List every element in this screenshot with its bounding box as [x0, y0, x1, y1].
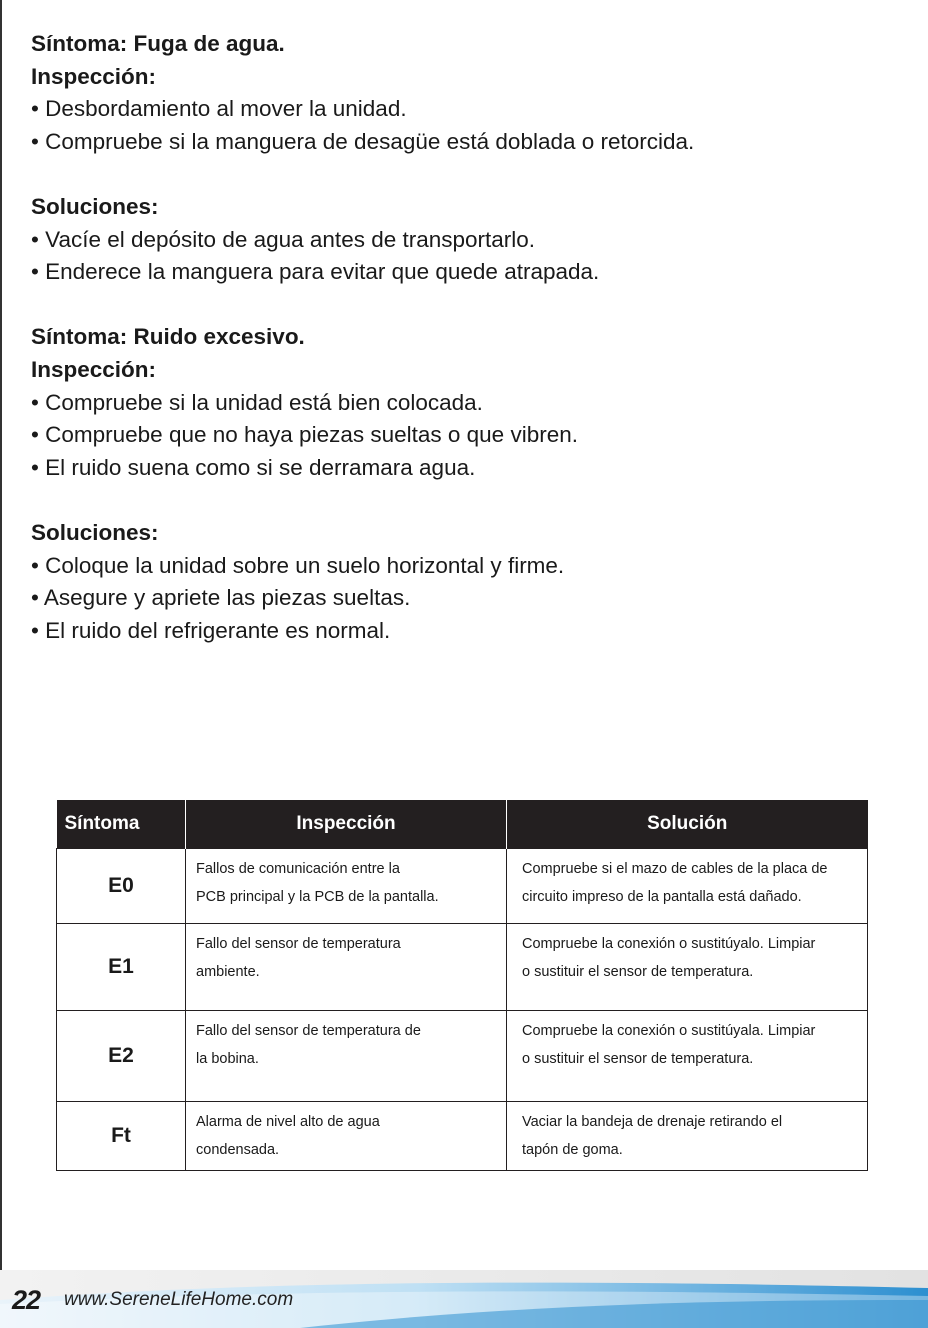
leak-solution-item: • Vacíe el depósito de agua antes de transportarlo.	[31, 226, 536, 252]
leak-symptom-title: Síntoma: Fuga de agua.	[31, 31, 285, 56]
header-solution: Solución	[507, 800, 868, 849]
inspection-cell	[186, 849, 507, 924]
noise-inspection-label: Inspección:	[31, 356, 157, 382]
table-row	[57, 1102, 868, 1171]
header-symptom: Síntoma	[57, 800, 186, 849]
noise-inspection-item: • El ruido suena como si se derramara agua.	[31, 454, 476, 480]
inspection-cell	[186, 1011, 507, 1102]
error-code: E1	[57, 924, 186, 1011]
leak-inspection-item: • Desbordamiento al mover la unidad.	[31, 96, 407, 122]
leak-inspection-item: • Compruebe si la manguera de desagüe está doblada o retorcida.	[31, 128, 695, 154]
troubleshooting-text	[31, 28, 891, 647]
cell-line: Compruebe la conexión o sustitúyalo. Limpiar	[522, 936, 816, 952]
website-link[interactable]: www.SereneLifeHome.com	[64, 1289, 294, 1310]
error-code: Ft	[57, 1102, 186, 1171]
table-row	[57, 849, 868, 924]
error-code: E0	[57, 849, 186, 924]
solution-cell	[507, 849, 868, 924]
cell-line: Vaciar la bandeja de drenaje retirando el	[522, 1114, 783, 1130]
solution-cell	[507, 1102, 868, 1171]
noise-symptom-title: Síntoma: Ruido excesivo.	[31, 324, 305, 350]
error-code-table	[56, 800, 868, 1171]
table-header-row	[57, 800, 868, 849]
noise-solution-item: • Coloque la unidad sobre un suelo horizontal y firme.	[31, 552, 565, 578]
cell-line: Fallos de comunicación entre la	[196, 861, 400, 877]
noise-inspection-item: • Compruebe que no haya piezas sueltas o que vibren.	[31, 422, 578, 448]
noise-inspection-item: • Compruebe si la unidad está bien colocada.	[31, 389, 483, 415]
leak-solution-item: • Enderece la manguera para evitar que quede atrapada.	[31, 259, 600, 285]
inspection-cell	[186, 924, 507, 1011]
inspection-cell	[186, 1102, 507, 1171]
table-row	[57, 1011, 868, 1102]
solution-cell	[507, 924, 868, 1011]
noise-solution-item: • El ruido del refrigerante es normal.	[31, 617, 391, 643]
page-margin-rule	[0, 0, 2, 1328]
noise-solutions-label: Soluciones:	[31, 519, 159, 545]
solution-cell	[507, 1011, 868, 1102]
table-row	[57, 924, 868, 1011]
header-inspection: Inspección	[186, 800, 507, 849]
error-code: E2	[57, 1011, 186, 1102]
cell-line: o sustituir el sensor de temperatura.	[522, 1051, 754, 1067]
cell-line: ambiente.	[196, 964, 260, 980]
cell-line: tapón de goma.	[522, 1142, 623, 1158]
cell-line: la bobina.	[196, 1051, 259, 1067]
cell-line: o sustituir el sensor de temperatura.	[522, 964, 754, 980]
cell-line: circuito impreso de la pantalla está dañado.	[522, 889, 802, 905]
page-number: 22	[12, 1285, 41, 1315]
cell-line: PCB principal y la PCB de la pantalla.	[196, 889, 439, 905]
leak-solutions-label: Soluciones:	[31, 193, 159, 219]
cell-line: Fallo del sensor de temperatura	[196, 936, 401, 952]
leak-inspection-label: Inspección:	[31, 63, 157, 89]
cell-line: Alarma de nivel alto de agua	[196, 1114, 380, 1130]
cell-line: Fallo del sensor de temperatura de	[196, 1023, 421, 1039]
cell-line: Compruebe si el mazo de cables de la placa de	[522, 861, 828, 877]
cell-line: condensada.	[196, 1142, 280, 1158]
cell-line: Compruebe la conexión o sustitúyala. Limpiar	[522, 1023, 816, 1039]
noise-solution-item: • Asegure y apriete las piezas sueltas.	[31, 585, 411, 611]
